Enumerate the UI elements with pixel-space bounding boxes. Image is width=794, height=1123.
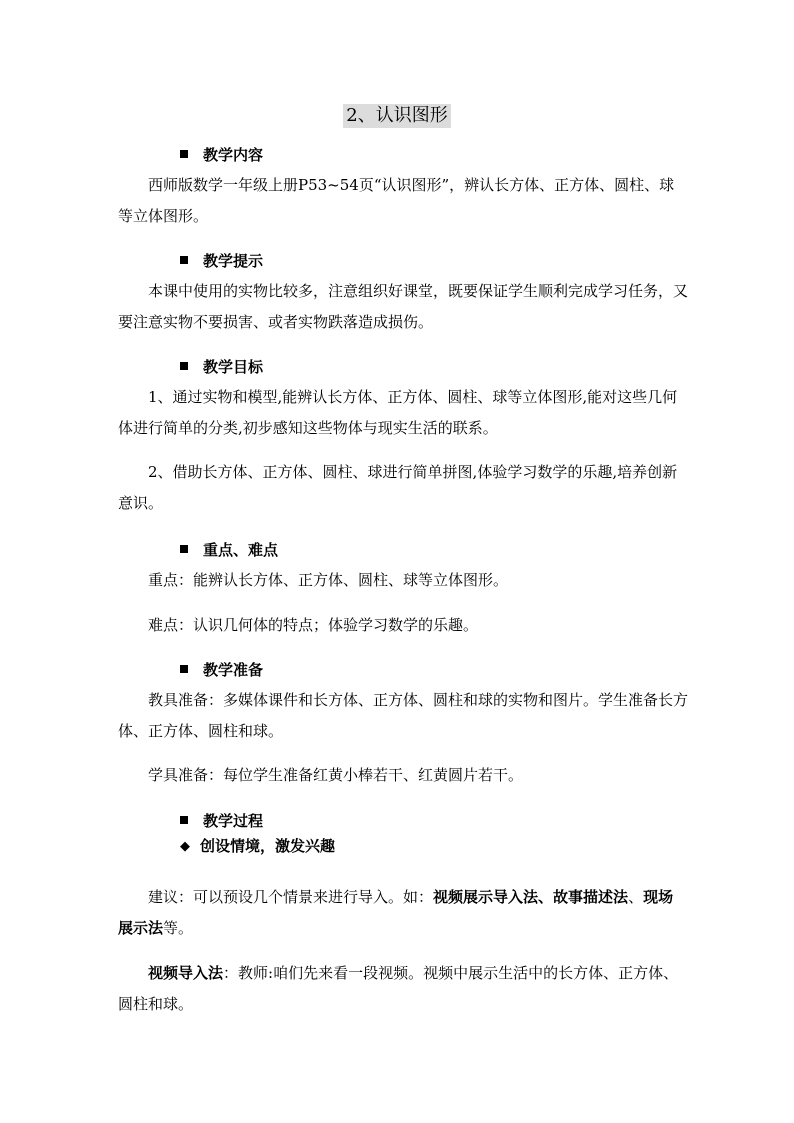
diamond-bullet-icon: ◆ [180, 839, 190, 854]
heading-keypoints: 重点、难点 [180, 539, 278, 561]
heading-goals: 教学目标 [180, 356, 263, 378]
video-label: 视频导入法 [148, 964, 224, 982]
method-video: 视频展示导入法 [433, 888, 539, 906]
difficult-paragraph: 难点：认识几何体的特点；体验学习数学的乐趣。 [148, 616, 479, 634]
method-story: 故事描述法 [553, 888, 629, 906]
square-bullet-icon [180, 150, 188, 158]
goal-item-1: 1、通过实物和模型,能辨认长方体、正方体、圆柱、球等立体图形,能对这些几何体进行简单的分类,初步感知这些物体与现实生活的联系。 [118, 388, 678, 437]
page-title: 2、认识图形 [343, 104, 450, 128]
method-live: 现场展示法 [118, 888, 674, 937]
keypoint-paragraph: 重点：能辨认长方体、正方体、圆柱、球等立体图形。 [148, 571, 509, 589]
video-paragraph: 视频导入法：教师:咱们先来看一段视频。视频中展示生活中的长方体、正方体、圆柱和球。 [118, 964, 679, 1013]
heading-process: 教学过程 [180, 810, 263, 832]
square-bullet-icon [180, 362, 188, 370]
prep-student-paragraph: 学具准备：每位学生准备红黄小棒若干、红黄圆片若干。 [148, 766, 524, 784]
suggestion-paragraph: 建议：可以预设几个情景来进行导入。如：视频展示导入法、故事描述法、现场展示法等。 [118, 888, 674, 937]
heading-prep: 教学准备 [180, 659, 263, 681]
title-wrap [0, 104, 794, 128]
square-bullet-icon [180, 545, 188, 553]
heading-content: 教学内容 [180, 144, 263, 166]
content-paragraph: 西师版数学一年级上册P53~54页“认识图形”，辨认长方体、正方体、圆柱、球等立体图形。 [118, 176, 675, 225]
prep-teacher-paragraph: 教具准备：多媒体课件和长方体、正方体、圆柱和球的实物和图片。学生准备长方体、正方体、圆柱和球。 [118, 691, 689, 740]
square-bullet-icon [180, 665, 188, 673]
subheading-scenario: ◆ 创设情境，激发兴趣 [180, 835, 335, 858]
heading-tips: 教学提示 [180, 250, 263, 272]
goal-item-2: 2、借助长方体、正方体、圆柱、球进行简单拼图,体验学习数学的乐趣,培养创新意识。 [118, 463, 678, 512]
square-bullet-icon [180, 256, 188, 264]
tips-paragraph: 本课中使用的实物比较多，注意组织好课堂，既要保证学生顺利完成学习任务，又要注意实物不要损害、或者实物跌落造成损伤。 [118, 282, 689, 331]
square-bullet-icon [180, 816, 188, 824]
